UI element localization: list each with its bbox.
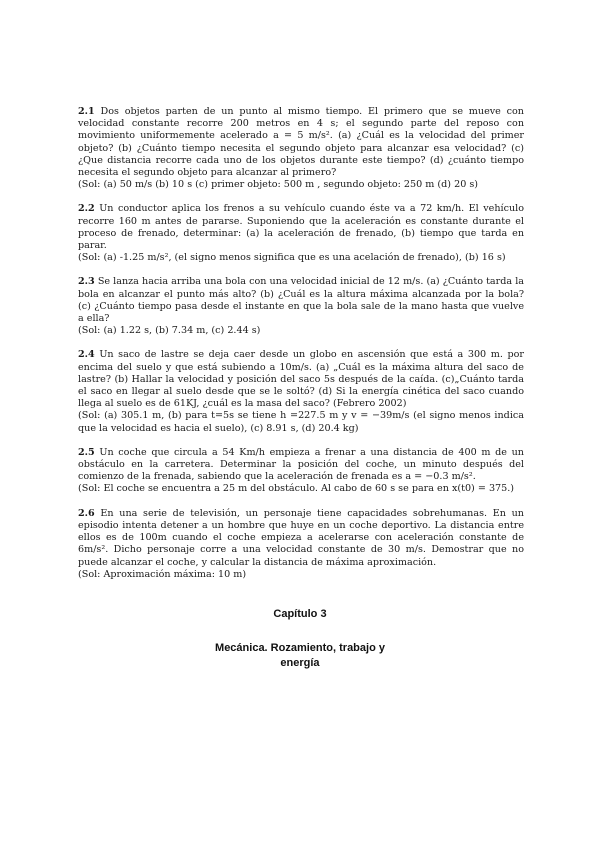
- chapter-title-line-1: Mecánica. Rozamiento, trabajo y: [215, 642, 385, 654]
- problem-statement: [78, 349, 524, 410]
- chapter-title-line-2: energía: [280, 657, 320, 669]
- problem-number: 2.2: [78, 203, 95, 215]
- problem-solution: (Sol: (a) 1.22 s, (b) 7.34 m, (c) 2.44 s): [78, 325, 261, 337]
- problem-text: Dos objetos parten de un punto al mismo tiempo. El primero que se mueve con velocidad constante recorre 200 metros en 4 s; el segundo parte del reposo con movimiento uniformemente acelerado a = 5 m/s². (a) ¿Cuál es la velocidad del primer objeto? (b) ¿Cuánto tiempo necesita el segundo objeto para alcanzar esa velocidad? (c) ¿Que distancia recorre cada uno de los objetos durante este tiempo? (d) ¿cuánto tiempo necesita el segundo objeto para alcanzar al primero?: [78, 106, 524, 179]
- problem-2-1: [78, 106, 524, 191]
- problem-text: En una serie de televisión, un personaje tiene capacidades sobrehumanas. En un episodio intenta detener a un hombre que huye en un coche deportivo. La distancia entre ellos es de 100m cuando el coche empieza a acelerarse con aceleración constante de 6m/s². Dicho personaje corre a una velocidad constante de 30 m/s. Demostrar que no puede alcanzar el coche, y calcular la distancia de máxima aproximación.: [78, 507, 524, 568]
- problem-text: Un coche que circula a 54 Km/h empieza a frenar a una distancia de 400 m de un obstáculo en la carretera. Determinar la posición del coche, un minuto después del comienzo de la frenada, sabiendo que la aceleración de frenada es a = −0.3 m/s².: [78, 446, 524, 483]
- problem-statement: [78, 203, 524, 252]
- problem-solution: (Sol: (a) 50 m/s (b) 10 s (c) primer objeto: 500 m , segundo objeto: 250 m (d) 20 s): [78, 179, 479, 191]
- problem-2-4: [78, 349, 524, 434]
- problem-number: 2.3: [78, 276, 95, 288]
- problem-2-6: [78, 508, 524, 581]
- problem-2-2: [78, 203, 524, 264]
- problem-text: Se lanza hacia arriba una bola con una velocidad inicial de 12 m/s. (a) ¿Cuánto tarda la bola en alcanzar el punto más alto? (b) ¿Cuál es la altura máxima alcanzada por la bola? (c) ¿Cuánto tiempo pasa desde el instante en que la bola sale de la mano hasta que vuelve a ella?: [78, 276, 524, 325]
- problem-number: 2.1: [78, 106, 95, 117]
- problem-2-5: [78, 447, 524, 496]
- problem-statement: [78, 276, 524, 325]
- problem-2-3: [78, 276, 524, 337]
- problem-text: Un saco de lastre se deja caer desde un globo en ascensión que está a 300 m. por encima del suelo y que está subiendo a 10m/s. (a) „Cuál es la máxima altura del saco de lastre? (b) Hallar la velocidad y posición del saco 5s después de la caída. (c)„Cuánto tarda el saco en llegar al suelo desde que se le soltó? (d) Si la energía cinética del saco cuando llega al suelo es de 61KJ, ¿cuál es la masa del saco? (Febrero 2002): [78, 349, 524, 410]
- problem-solution: (Sol: Aproximación máxima: 10 m): [78, 568, 247, 580]
- problem-number: 2.4: [78, 349, 95, 361]
- problem-statement: [78, 508, 524, 569]
- problem-solution: (Sol: (a) 305.1 m, (b) para t=5s se tiene h =227.5 m y v = −39m/s (el signo menos indica que la velocidad es hacia el suelo), (c) 8.91 s, (d) 20.4 kg): [78, 410, 524, 434]
- problem-statement: [78, 447, 524, 484]
- problem-statement: [78, 106, 524, 179]
- problem-number: 2.6: [78, 507, 95, 519]
- problem-number: 2.5: [78, 446, 95, 458]
- problem-list: [78, 106, 524, 593]
- problem-solution: (Sol: El coche se encuentra a 25 m del obstáculo. Al cabo de 60 s se para en x(t0) = 375.): [78, 483, 515, 495]
- problem-text: Un conductor aplica los frenos a su vehículo cuando éste va a 72 km/h. El vehículo recorre 160 m antes de pararse. Suponiendo que la aceleración es constante durante el proceso de frenado, determinar: (a) la aceleración de frenado, (b) tiempo que tarda en parar.: [78, 203, 524, 252]
- problem-solution: (Sol: (a) -1.25 m/s², (el signo menos significa que es una acelación de frenado), (b) 16 s): [78, 252, 506, 264]
- chapter-title: [0, 641, 600, 671]
- chapter-label: Capítulo 3: [273, 608, 327, 620]
